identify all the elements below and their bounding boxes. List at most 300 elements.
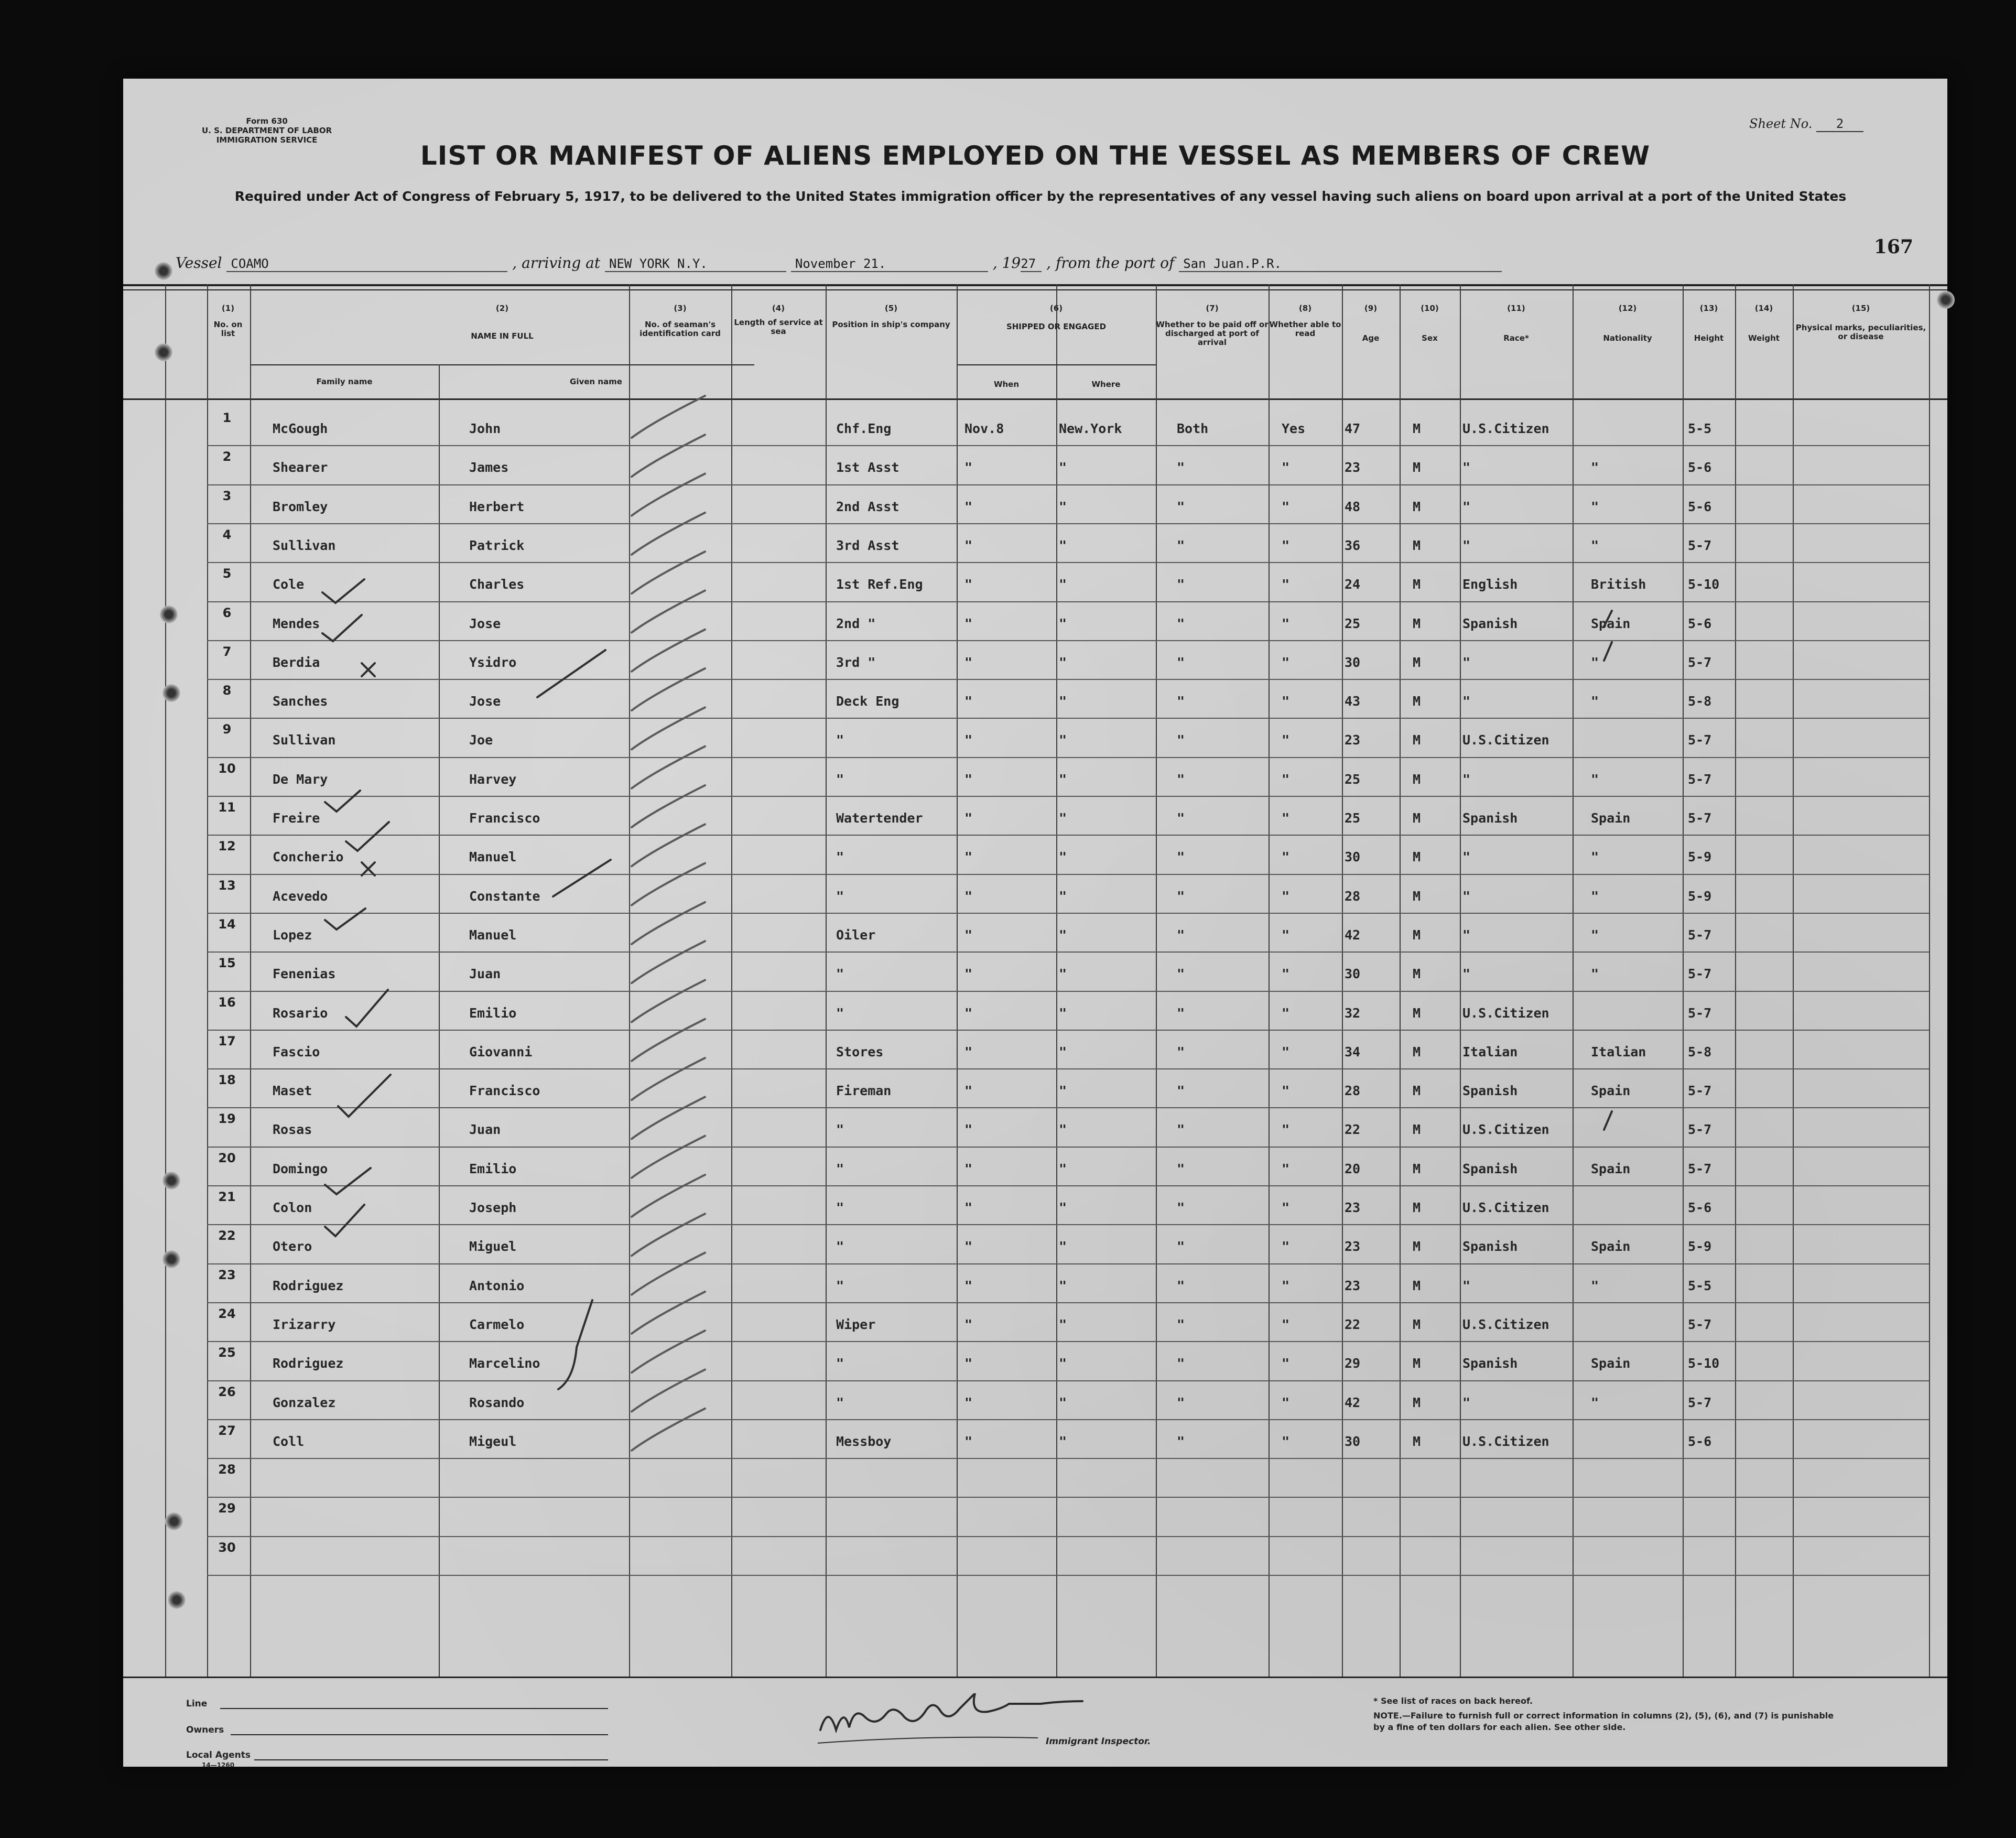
- footer-owners-label: Owners: [186, 1725, 224, 1735]
- when-cell: ": [964, 1200, 973, 1215]
- header-weight: (14) Weight: [1748, 304, 1780, 343]
- where-cell: ": [1059, 1278, 1067, 1293]
- where-cell: ": [1059, 1122, 1067, 1138]
- race-cell: Italian: [1462, 1044, 1518, 1059]
- height-cell: 5-6: [1688, 499, 1712, 514]
- when-cell: ": [964, 577, 973, 592]
- given-name-cell: Antonio: [469, 1278, 525, 1293]
- paid-off-cell: ": [1177, 810, 1185, 826]
- header-family-name: Family name: [316, 377, 373, 386]
- position-cell: ": [836, 966, 844, 982]
- vessel-name: COAMO: [226, 256, 507, 272]
- footer-agents-form: 14—1260: [202, 1761, 235, 1769]
- position-cell: Watertender: [836, 810, 923, 826]
- footer-owners-rule: [231, 1734, 608, 1735]
- able-to-read-cell: ": [1282, 537, 1290, 553]
- pencil-slash: [632, 1370, 705, 1412]
- pencil-slash: [632, 552, 705, 593]
- nationality-cell: Italian: [1591, 1044, 1646, 1059]
- sex-cell: M: [1413, 1356, 1421, 1371]
- race-cell: ": [1462, 849, 1471, 865]
- sex-cell: M: [1413, 1122, 1421, 1138]
- given-name-cell: Herbert: [469, 499, 525, 514]
- paid-off-cell: ": [1177, 1044, 1185, 1059]
- nationality-cell: Spain: [1591, 1356, 1631, 1371]
- pencil-slash: [632, 1409, 705, 1451]
- where-cell: ": [1059, 810, 1067, 826]
- header-id-card: (3) No. of seaman's identification card: [640, 304, 721, 338]
- where-cell: ": [1059, 1356, 1067, 1371]
- race-cell: ": [1462, 694, 1471, 709]
- row-number: 27: [218, 1423, 236, 1438]
- department-name: U. S. DEPARTMENT OF LABOR: [202, 126, 332, 135]
- header-length-service: (4) Length of service at sea: [734, 304, 823, 336]
- document-subtitle: Required under Act of Congress of February 5, 1917, to be delivered to the United States immigration officer by the representatives of any vessel having such aliens on board upon arrival at a port of the United States: [234, 189, 1847, 204]
- able-to-read-cell: ": [1282, 810, 1290, 826]
- pencil-slash: [632, 630, 705, 672]
- position-cell: ": [836, 1200, 844, 1215]
- position-cell: 3rd Asst: [836, 537, 899, 553]
- family-name-cell: Concherio: [273, 849, 344, 865]
- where-cell: ": [1059, 849, 1067, 865]
- given-name-cell: Harvey: [469, 771, 517, 787]
- paid-off-cell: ": [1177, 615, 1185, 631]
- age-cell: 24: [1345, 577, 1361, 592]
- when-cell: Nov.8: [964, 421, 1004, 436]
- position-cell: ": [836, 732, 844, 748]
- pencil-annotations-icon: [123, 79, 1947, 1767]
- footer-agents-label: Local Agents: [186, 1750, 251, 1760]
- nationality-cell: ": [1591, 927, 1599, 943]
- race-cell: ": [1462, 966, 1471, 982]
- row-number: 9: [222, 722, 232, 737]
- able-to-read-cell: ": [1282, 1278, 1290, 1293]
- position-cell: ": [836, 1005, 844, 1021]
- family-name-cell: Gonzalez: [273, 1394, 336, 1410]
- row-number: 15: [218, 956, 236, 971]
- height-cell: 5-7: [1688, 1083, 1712, 1099]
- manifest-sheet: [123, 79, 1947, 1767]
- paid-off-cell: ": [1177, 1394, 1185, 1410]
- age-cell: 22: [1345, 1316, 1361, 1332]
- where-cell: ": [1059, 1433, 1067, 1449]
- row-number: 21: [218, 1190, 236, 1204]
- height-cell: 5-9: [1688, 888, 1712, 904]
- family-name-cell: Maset: [273, 1083, 312, 1099]
- position-cell: 1st Ref.Eng: [836, 577, 923, 592]
- age-cell: 42: [1345, 1394, 1361, 1410]
- row-number: 29: [218, 1501, 236, 1516]
- pencil-slash: [632, 396, 705, 438]
- paid-off-cell: ": [1177, 1316, 1185, 1332]
- row-number: 28: [218, 1462, 236, 1477]
- given-name-cell: Giovanni: [469, 1044, 533, 1059]
- where-cell: ": [1059, 1200, 1067, 1215]
- sex-cell: M: [1413, 1161, 1421, 1176]
- where-cell: ": [1059, 966, 1067, 982]
- position-cell: Oiler: [836, 927, 876, 943]
- when-cell: ": [964, 810, 973, 826]
- row-number: 10: [218, 761, 236, 776]
- race-cell: ": [1462, 537, 1471, 553]
- race-cell: U.S.Citizen: [1462, 1316, 1549, 1332]
- pencil-slash: [632, 591, 705, 633]
- family-name-cell: Acevedo: [273, 888, 328, 904]
- able-to-read-cell: ": [1282, 1433, 1290, 1449]
- height-cell: 5-7: [1688, 1005, 1712, 1021]
- paid-off-cell: ": [1177, 460, 1185, 475]
- row-number: 16: [218, 994, 236, 1010]
- family-name-cell: Fenenias: [273, 966, 336, 982]
- race-cell: U.S.Citizen: [1462, 1005, 1549, 1021]
- where-cell: ": [1059, 615, 1067, 631]
- where-cell: ": [1059, 577, 1067, 592]
- able-to-read-cell: ": [1282, 1161, 1290, 1176]
- row-number: 14: [218, 916, 236, 932]
- footer-races-note: * See list of races on back hereof.: [1373, 1696, 1533, 1706]
- given-name-cell: Jose: [469, 615, 501, 631]
- nationality-cell: ": [1591, 537, 1599, 553]
- height-cell: 5-7: [1688, 927, 1712, 943]
- form-number: Form 630: [246, 116, 288, 126]
- paid-off-cell: ": [1177, 1200, 1185, 1215]
- able-to-read-cell: Yes: [1282, 421, 1306, 436]
- stamp-number: 167: [1873, 236, 1913, 258]
- nationality-cell: ": [1591, 654, 1599, 670]
- sex-cell: M: [1413, 1005, 1421, 1021]
- arrival-date: November 21.: [791, 256, 988, 272]
- age-cell: 23: [1345, 732, 1361, 748]
- row-number: 26: [218, 1384, 236, 1399]
- paid-off-cell: ": [1177, 654, 1185, 670]
- sex-cell: M: [1413, 460, 1421, 475]
- race-cell: Spanish: [1462, 1356, 1518, 1371]
- age-cell: 25: [1345, 771, 1361, 787]
- pencil-slash: [632, 1175, 705, 1217]
- race-cell: Spanish: [1462, 1239, 1518, 1255]
- paid-off-cell: ": [1177, 732, 1185, 748]
- family-name-cell: Lopez: [273, 927, 312, 943]
- pencil-slash: [632, 668, 705, 710]
- row-number: 19: [218, 1111, 236, 1127]
- paid-off-cell: ": [1177, 849, 1185, 865]
- binder-hole-icon: [162, 1250, 180, 1268]
- when-cell: ": [964, 927, 973, 943]
- able-to-read-cell: ": [1282, 1122, 1290, 1138]
- sheet-label: Sheet No.: [1749, 116, 1813, 131]
- vessel-label: Vessel: [176, 254, 222, 272]
- position-cell: Chf.Eng: [836, 421, 892, 436]
- where-cell: ": [1059, 888, 1067, 904]
- family-name-cell: Sullivan: [273, 537, 336, 553]
- where-cell: ": [1059, 1161, 1067, 1176]
- paid-off-cell: Both: [1177, 421, 1209, 436]
- paid-off-cell: ": [1177, 537, 1185, 553]
- pencil-slash: [632, 1331, 705, 1372]
- sex-cell: M: [1413, 849, 1421, 865]
- family-name-cell: Coll: [273, 1433, 305, 1449]
- family-name-cell: Mendes: [273, 615, 320, 631]
- height-cell: 5-8: [1688, 694, 1712, 709]
- nationality-cell: Spain: [1591, 810, 1631, 826]
- when-cell: ": [964, 499, 973, 514]
- age-cell: 20: [1345, 1161, 1361, 1176]
- height-cell: 5-6: [1688, 1433, 1712, 1449]
- nationality-cell: ": [1591, 888, 1599, 904]
- row-number: 1: [222, 410, 232, 425]
- where-cell: ": [1059, 1239, 1067, 1255]
- sex-cell: M: [1413, 1044, 1421, 1059]
- sex-cell: M: [1413, 615, 1421, 631]
- header-physical-marks: (15) Physical marks, peculiarities, or disease: [1795, 304, 1926, 341]
- when-cell: ": [964, 460, 973, 475]
- paid-off-cell: ": [1177, 1122, 1185, 1138]
- given-name-cell: Emilio: [469, 1161, 517, 1176]
- nationality-cell: ": [1591, 966, 1599, 982]
- when-cell: ": [964, 694, 973, 709]
- row-number: 23: [218, 1267, 236, 1282]
- able-to-read-cell: ": [1282, 1200, 1290, 1215]
- age-cell: 42: [1345, 927, 1361, 943]
- given-name-cell: Charles: [469, 577, 525, 592]
- given-name-cell: Miguel: [469, 1239, 517, 1255]
- footer-inspector-label: Immigrant Inspector.: [1046, 1736, 1151, 1747]
- header-able-to-read: (8) Whether able to read: [1269, 304, 1341, 338]
- given-name-cell: Juan: [469, 1122, 501, 1138]
- race-cell: U.S.Citizen: [1462, 421, 1549, 436]
- family-name-cell: Domingo: [273, 1161, 328, 1176]
- where-cell: ": [1059, 1005, 1067, 1021]
- where-cell: ": [1059, 1083, 1067, 1099]
- position-cell: ": [836, 1239, 844, 1255]
- binder-hole-icon: [155, 262, 172, 280]
- able-to-read-cell: ": [1282, 1356, 1290, 1371]
- able-to-read-cell: ": [1282, 1316, 1290, 1332]
- given-name-cell: Emilio: [469, 1005, 517, 1021]
- age-cell: 30: [1345, 1433, 1361, 1449]
- nationality-cell: Spain: [1591, 1239, 1631, 1255]
- age-cell: 30: [1345, 654, 1361, 670]
- row-number: 7: [222, 644, 232, 659]
- position-cell: 1st Asst: [836, 460, 899, 475]
- pencil-slash: [632, 474, 705, 516]
- age-cell: 29: [1345, 1356, 1361, 1371]
- arrival-year: 27: [1021, 256, 1042, 272]
- family-name-cell: Sanches: [273, 694, 328, 709]
- header-name-in-full: (2) NAME IN FULL: [471, 304, 534, 341]
- position-cell: Stores: [836, 1044, 884, 1059]
- family-name-cell: Colon: [273, 1200, 312, 1215]
- pencil-slash: [632, 1253, 705, 1295]
- age-cell: 23: [1345, 1278, 1361, 1293]
- footer-line-label: Line: [186, 1699, 208, 1709]
- service-name: IMMIGRATION SERVICE: [216, 135, 318, 145]
- sex-cell: M: [1413, 1239, 1421, 1255]
- sex-cell: M: [1413, 1200, 1421, 1215]
- nationality-cell: ": [1591, 849, 1599, 865]
- paid-off-cell: ": [1177, 1433, 1185, 1449]
- position-cell: ": [836, 1394, 844, 1410]
- race-cell: ": [1462, 654, 1471, 670]
- race-cell: ": [1462, 888, 1471, 904]
- paid-off-cell: ": [1177, 1083, 1185, 1099]
- where-cell: ": [1059, 732, 1067, 748]
- race-cell: ": [1462, 927, 1471, 943]
- able-to-read-cell: ": [1282, 577, 1290, 592]
- height-cell: 5-6: [1688, 615, 1712, 631]
- from-label: , from the port of: [1046, 254, 1175, 272]
- age-cell: 47: [1345, 421, 1361, 436]
- header-sex: (10) Sex: [1421, 304, 1439, 343]
- able-to-read-cell: ": [1282, 694, 1290, 709]
- given-name-cell: Marcelino: [469, 1356, 540, 1371]
- race-cell: Spanish: [1462, 615, 1518, 631]
- family-name-cell: Sullivan: [273, 732, 336, 748]
- pencil-slash: [632, 747, 705, 788]
- sex-cell: M: [1413, 966, 1421, 982]
- position-cell: Deck Eng: [836, 694, 899, 709]
- given-name-cell: Manuel: [469, 849, 517, 865]
- arriving-port: NEW YORK N.Y.: [605, 256, 786, 272]
- pencil-slash: [632, 941, 705, 983]
- when-cell: ": [964, 1044, 973, 1059]
- footer-penalty-note: NOTE.—Failure to furnish full or correct information in columns (2), (5), (6), and (7) is punishable by a fine of ten dollars for each alien. See other side.: [1373, 1711, 1834, 1732]
- where-cell: ": [1059, 1316, 1067, 1332]
- paid-off-cell: ": [1177, 1356, 1185, 1371]
- pencil-slash: [632, 824, 705, 866]
- sex-cell: M: [1413, 1278, 1421, 1293]
- pencil-slash: [632, 1214, 705, 1256]
- from-port: San Juan.P.R.: [1179, 256, 1502, 272]
- nationality-cell: ": [1591, 1394, 1599, 1410]
- pencil-slash: [632, 1136, 705, 1178]
- height-cell: 5-7: [1688, 1316, 1712, 1332]
- where-cell: ": [1059, 460, 1067, 475]
- where-cell: ": [1059, 499, 1067, 514]
- when-cell: ": [964, 1394, 973, 1410]
- when-cell: ": [964, 1083, 973, 1099]
- height-cell: 5-5: [1688, 421, 1712, 436]
- sex-cell: M: [1413, 1083, 1421, 1099]
- given-name-cell: James: [469, 460, 509, 475]
- family-name-cell: Rodriguez: [273, 1356, 344, 1371]
- binder-hole-icon: [165, 1512, 183, 1530]
- age-cell: 32: [1345, 1005, 1361, 1021]
- given-name-cell: Patrick: [469, 537, 525, 553]
- able-to-read-cell: ": [1282, 1239, 1290, 1255]
- sex-cell: M: [1413, 654, 1421, 670]
- position-cell: ": [836, 1278, 844, 1293]
- able-to-read-cell: ": [1282, 771, 1290, 787]
- age-cell: 23: [1345, 1239, 1361, 1255]
- row-number: 4: [222, 527, 232, 542]
- where-cell: ": [1059, 694, 1067, 709]
- header-where: Where: [1091, 380, 1121, 389]
- given-name-cell: Constante: [469, 888, 540, 904]
- when-cell: ": [964, 849, 973, 865]
- race-cell: Spanish: [1462, 810, 1518, 826]
- able-to-read-cell: ": [1282, 615, 1290, 631]
- height-cell: 5-7: [1688, 771, 1712, 787]
- when-cell: ": [964, 1122, 973, 1138]
- header-paid-off: (7) Whether to be paid off or discharged at port of arrival: [1156, 304, 1269, 347]
- height-cell: 5-6: [1688, 1200, 1712, 1215]
- height-cell: 5-7: [1688, 732, 1712, 748]
- age-cell: 28: [1345, 1083, 1361, 1099]
- row-number: 11: [218, 800, 236, 815]
- height-cell: 5-7: [1688, 1394, 1712, 1410]
- position-cell: 3rd ": [836, 654, 876, 670]
- position-cell: Messboy: [836, 1433, 892, 1449]
- given-name-cell: Ysidro: [469, 654, 517, 670]
- position-cell: ": [836, 849, 844, 865]
- nationality-cell: British: [1591, 577, 1646, 592]
- age-cell: 30: [1345, 966, 1361, 982]
- binder-hole-icon: [155, 343, 172, 361]
- row-number: 17: [218, 1033, 236, 1048]
- header-shipped-engaged: (6) SHIPPED OR ENGAGED: [1006, 304, 1107, 331]
- able-to-read-cell: ": [1282, 499, 1290, 514]
- family-name-cell: Irizarry: [273, 1316, 336, 1332]
- race-cell: ": [1462, 460, 1471, 475]
- height-cell: 5-9: [1688, 1239, 1712, 1255]
- pencil-slash: [632, 785, 705, 827]
- when-cell: ": [964, 1239, 973, 1255]
- paid-off-cell: ": [1177, 888, 1185, 904]
- paid-off-cell: ": [1177, 1278, 1185, 1293]
- header-no-on-list: (1) No. on list: [213, 304, 243, 338]
- position-cell: ": [836, 771, 844, 787]
- row-number: 3: [222, 488, 232, 503]
- position-cell: 2nd Asst: [836, 499, 899, 514]
- header-race: (11) Race*: [1503, 304, 1529, 343]
- race-cell: Spanish: [1462, 1083, 1518, 1099]
- position-cell: ": [836, 888, 844, 904]
- family-name-cell: Otero: [273, 1239, 312, 1255]
- race-cell: English: [1462, 577, 1518, 592]
- age-cell: 30: [1345, 849, 1361, 865]
- sex-cell: M: [1413, 537, 1421, 553]
- age-cell: 23: [1345, 460, 1361, 475]
- header-age: (9) Age: [1362, 304, 1380, 343]
- given-name-cell: Manuel: [469, 927, 517, 943]
- row-number: 2: [222, 449, 232, 464]
- able-to-read-cell: ": [1282, 888, 1290, 904]
- arriving-label: , arriving at: [512, 254, 601, 272]
- row-number: 18: [218, 1073, 236, 1088]
- given-name-cell: Jose: [469, 694, 501, 709]
- when-cell: ": [964, 771, 973, 787]
- family-name-cell: De Mary: [273, 771, 328, 787]
- pencil-slash: [632, 707, 705, 749]
- able-to-read-cell: ": [1282, 927, 1290, 943]
- family-name-cell: Berdia: [273, 654, 320, 670]
- family-name-cell: Rodriguez: [273, 1278, 344, 1293]
- race-cell: ": [1462, 1394, 1471, 1410]
- header-when: When: [993, 380, 1020, 389]
- when-cell: ": [964, 966, 973, 982]
- nationality-cell: Spain: [1591, 615, 1631, 631]
- able-to-read-cell: ": [1282, 654, 1290, 670]
- able-to-read-cell: ": [1282, 1044, 1290, 1059]
- given-name-cell: Carmelo: [469, 1316, 525, 1332]
- binder-hole-icon: [1937, 291, 1955, 309]
- age-cell: 43: [1345, 694, 1361, 709]
- race-cell: U.S.Citizen: [1462, 732, 1549, 748]
- family-name-cell: McGough: [273, 421, 328, 436]
- nationality-cell: Spain: [1591, 1161, 1631, 1176]
- race-cell: U.S.Citizen: [1462, 1122, 1549, 1138]
